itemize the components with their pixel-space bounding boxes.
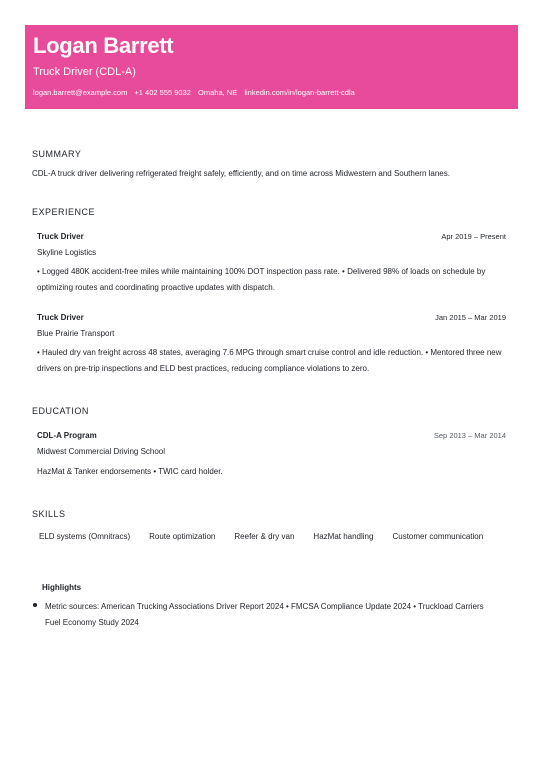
- highlights-heading: Highlights: [42, 583, 82, 592]
- experience-2-dates: Jan 2015 – Mar 2019: [435, 313, 506, 322]
- summary-heading: SUMMARY: [32, 149, 82, 159]
- education-heading: EDUCATION: [32, 406, 89, 416]
- experience-2-description: • Hauled dry van freight across 48 states, averaging 7.6 MPG through smart cruise control and idle reduction. • Mentored three new drivers on pre-trip inspections and ELD best practices, reducing compliance violations to zero.: [37, 348, 502, 373]
- highlights-text: Metric sources: American Trucking Associations Driver Report 2024 • FMCSA Compliance Update 2024 • Truckload Carriers Fuel Economy Study 2024: [45, 602, 484, 627]
- skill-item: Route optimization: [149, 532, 216, 541]
- contact-linkedin[interactable]: linkedin.com/in/logan-barrett-cdla: [244, 88, 355, 97]
- experience-1-company: Skyline Logistics: [37, 248, 97, 257]
- bullet-icon: [33, 603, 37, 607]
- summary-text: CDL-A truck driver delivering refrigerated freight safely, efficiently, and on time across Midwestern and Southern lanes.: [32, 169, 450, 178]
- skills-list: [39, 532, 502, 541]
- contact-line: [33, 88, 360, 97]
- experience-1-dates: Apr 2019 – Present: [441, 232, 506, 241]
- candidate-title: Truck Driver (CDL-A): [33, 66, 136, 78]
- education-dates: Sep 2013 – Mar 2014: [433, 431, 506, 440]
- experience-heading: EXPERIENCE: [32, 207, 96, 217]
- skill-item: ELD systems (Omnitracs): [39, 532, 131, 541]
- experience-1-description: • Logged 480K accident-free miles while maintaining 100% DOT inspection pass rate. • Delivered 98% of loads on schedule by optimizing routes and coordinating proactive updates with dispatch.: [37, 267, 486, 292]
- skill-item: HazMat handling: [313, 532, 374, 541]
- experience-2-company: Blue Prairie Transport: [37, 329, 115, 338]
- education-notes: HazMat & Tanker endorsements • TWIC card holder.: [37, 467, 223, 476]
- education-school: Midwest Commercial Driving School: [37, 447, 166, 456]
- experience-2-role: Truck Driver: [37, 313, 84, 322]
- resume-header: [25, 25, 518, 109]
- skill-item: Reefer & dry van: [234, 532, 295, 541]
- contact-email[interactable]: logan.barrett@example.com: [33, 88, 128, 97]
- skill-item: Customer communication: [392, 532, 484, 541]
- contact-phone[interactable]: +1 402 555 9032: [134, 88, 191, 97]
- experience-1-role: Truck Driver: [37, 232, 84, 241]
- contact-location: Omaha, NE: [198, 88, 238, 97]
- skills-heading: SKILLS: [32, 509, 66, 519]
- candidate-name: Logan Barrett: [33, 33, 174, 58]
- education-program: CDL-A Program: [37, 431, 97, 440]
